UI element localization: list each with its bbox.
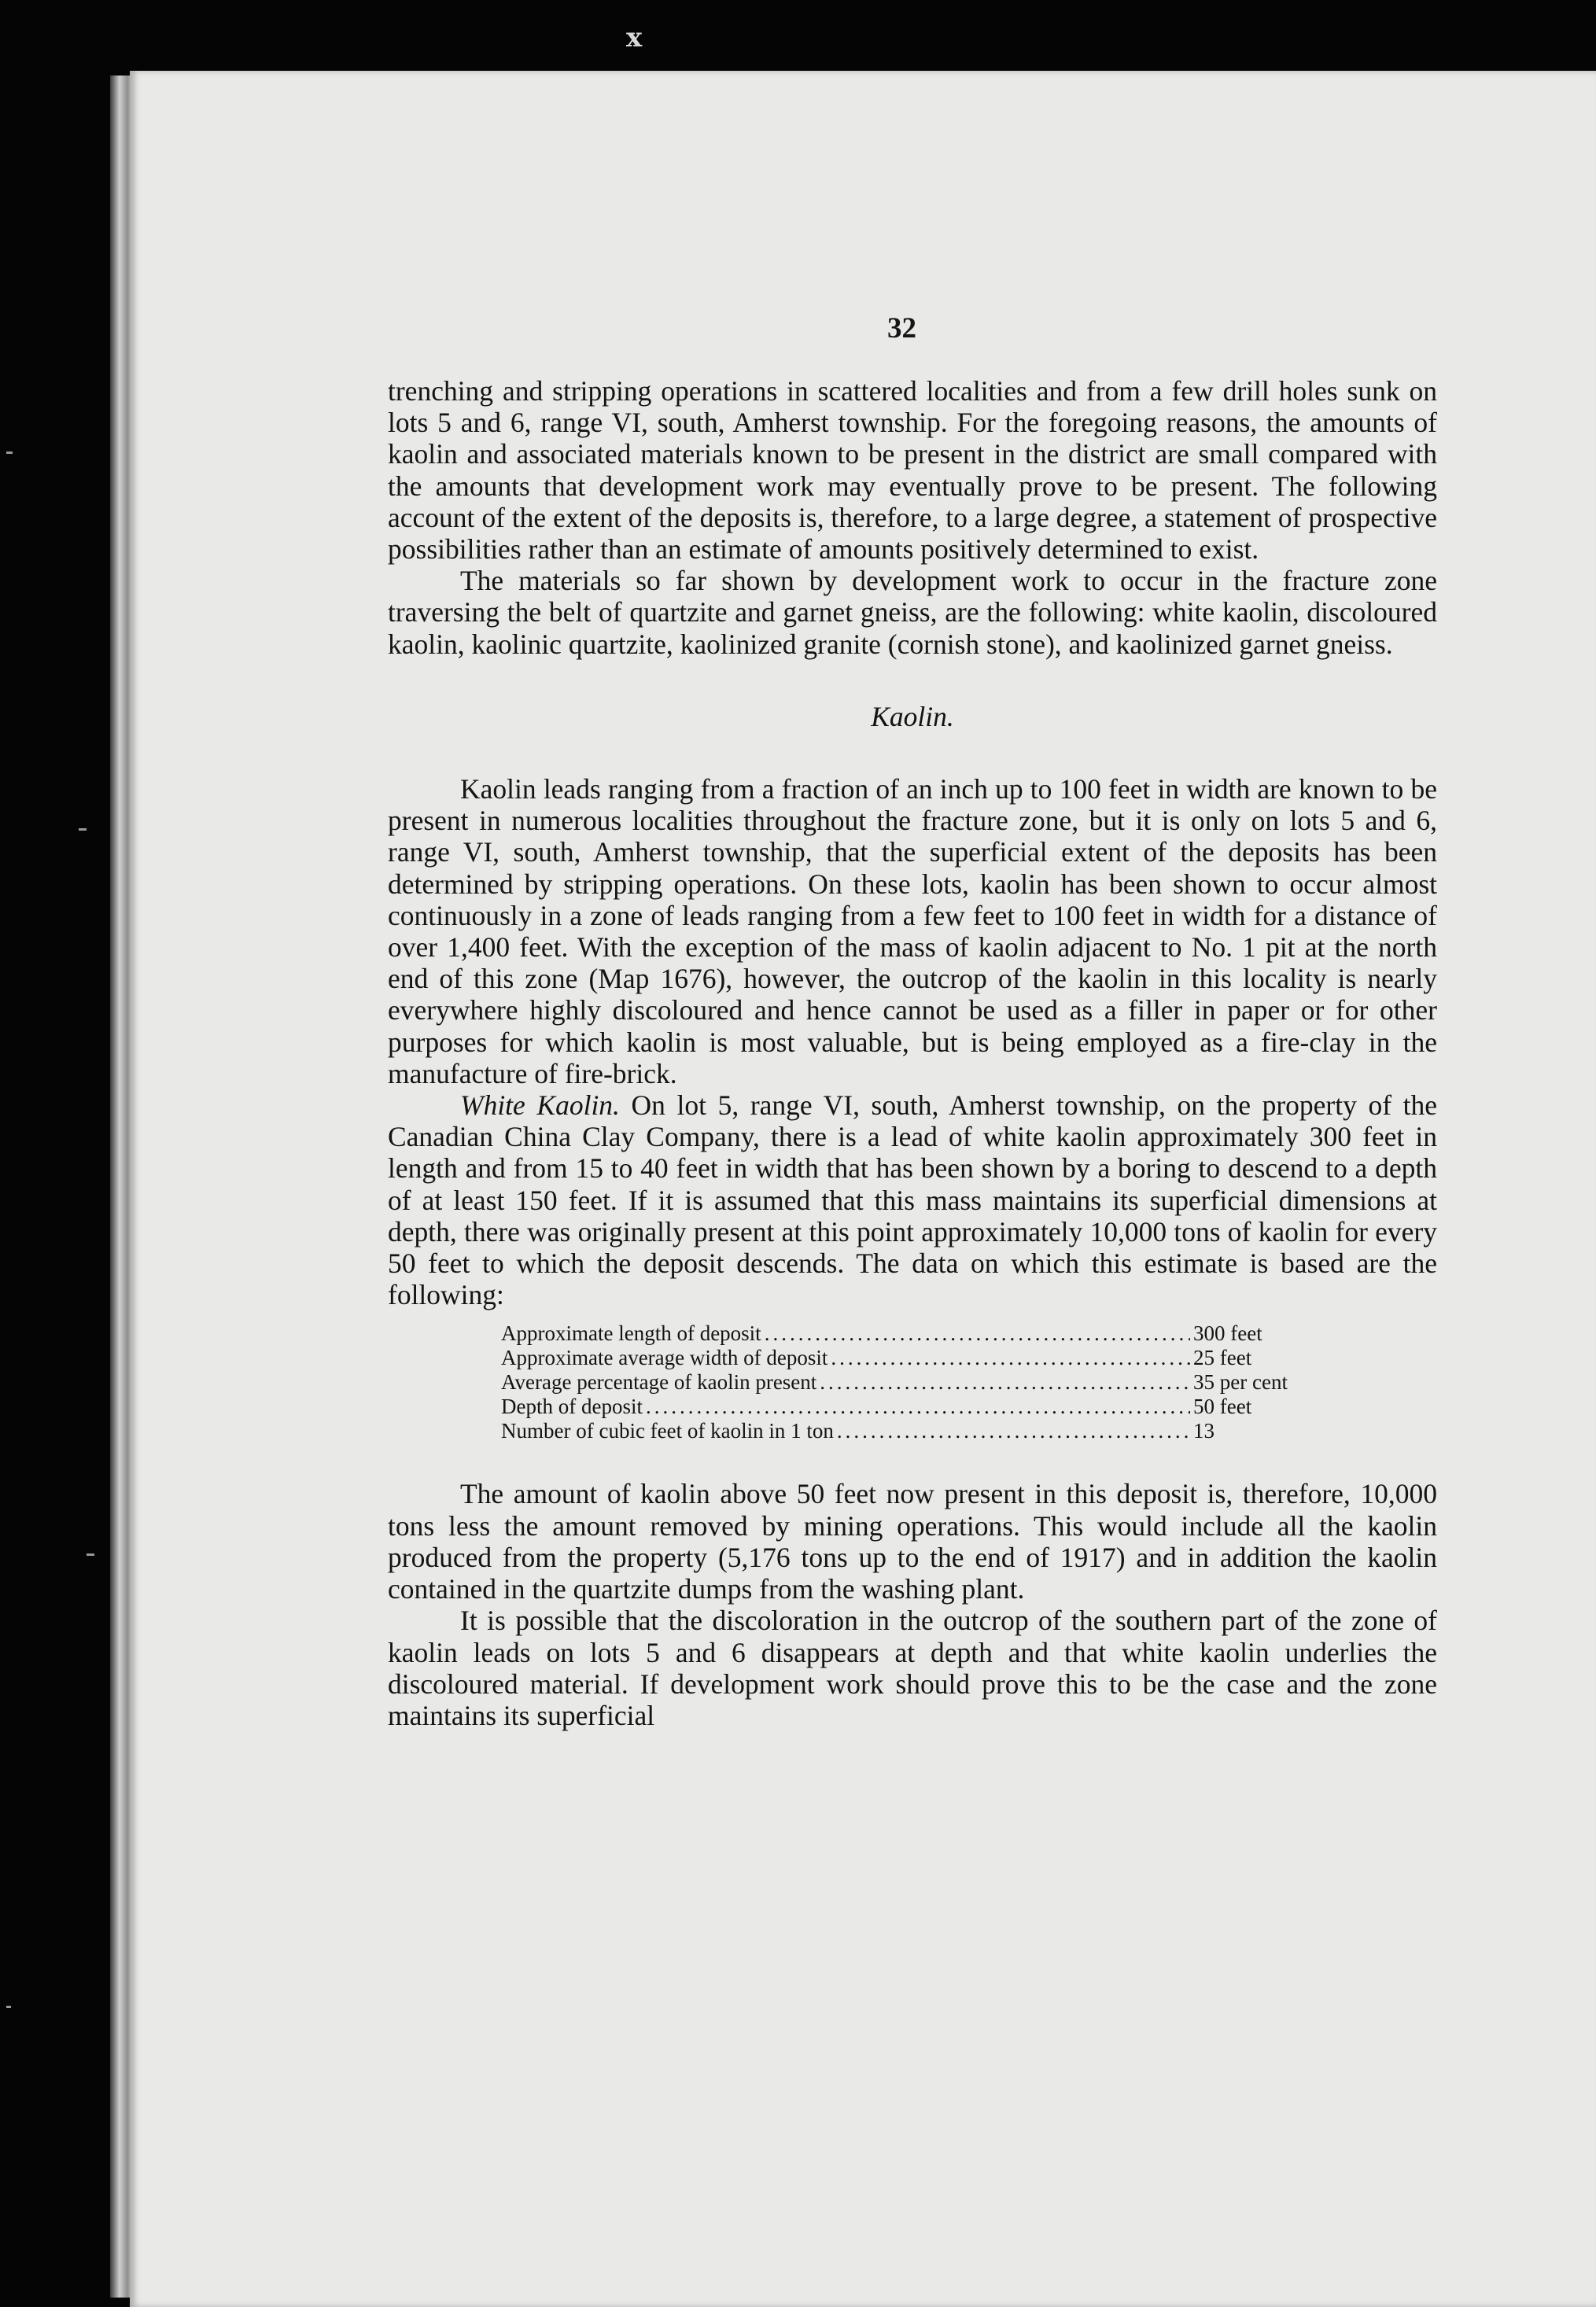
- paragraph: The materials so far shown by development work to occur in the fracture zone traversing the belt of quartzite and garnet gneiss, are the following: white kaolin, discoloured kaolin, kaolinic quartzite, kaolinized granite (cornish stone), and kaolinized garnet gneiss.: [388, 565, 1437, 660]
- leader-dots: [831, 1346, 1190, 1370]
- table-row: [501, 1419, 1303, 1443]
- row-label: Average percentage of kaolin present: [501, 1370, 817, 1395]
- row-label: Number of cubic feet of kaolin in 1 ton: [501, 1419, 834, 1443]
- top-scan-mark: х: [626, 22, 643, 53]
- estimate-data-table: [501, 1321, 1303, 1443]
- leader-dots: [820, 1370, 1190, 1395]
- table-row: [501, 1395, 1303, 1419]
- table-row: [501, 1346, 1303, 1370]
- row-value: 50 feet: [1193, 1395, 1252, 1419]
- row-value: 13: [1193, 1419, 1215, 1443]
- subsection-heading: White Kaolin.: [460, 1089, 620, 1122]
- paragraph: trenching and stripping operations in scattered localities and from a few drill holes sunk on lots 5 and 6, range VI, south, Amherst township. For the foregoing reasons, the amounts of kaolin and associated materials known to be present in the district are small compared with the amounts that development work may eventually prove to be present. The following account of the extent of the deposits is, therefore, to a large degree, a statement of prospective possibilities rather than an estimate of amounts positively determined to exist.: [388, 375, 1437, 566]
- margin-tick: [87, 1553, 94, 1556]
- row-value: 35 per cent: [1193, 1370, 1288, 1395]
- paragraph: It is possible that the discoloration in the outcrop of the southern part of the zone of kaolin leads on lots 5 and 6 disappears at depth and that white kaolin underlies the discoloured material. If development work should prove this to be the case and the zone maintains its superficial: [388, 1605, 1437, 1731]
- leader-dots: [765, 1321, 1190, 1346]
- leader-dots: [646, 1395, 1190, 1419]
- paragraph-text: On lot 5, range VI, south, Amherst township, on the property of the Canadian China Clay Company, there is a lead of white kaolin approximately 300 feet in length and from 15 to 40 feet in width that has been shown by a boring to descend to a depth of at least 150 feet. If it is assumed that this mass maintains its superficial dimensions at depth, there was originally present at this point approximately 10,000 tons of kaolin for every 50 feet to which the deposit descends. The data on which this estimate is based are the following:: [388, 1089, 1437, 1311]
- body-text: [388, 375, 1437, 1731]
- paragraph: [388, 1089, 1437, 1310]
- row-label: Approximate average width of deposit: [501, 1346, 828, 1370]
- page-number: 32: [887, 312, 916, 345]
- margin-tick: [6, 2006, 11, 2008]
- row-value: 300 feet: [1193, 1321, 1262, 1346]
- section-heading: Kaolin.: [871, 700, 954, 732]
- row-label: Depth of deposit: [501, 1395, 643, 1419]
- leader-dots: [837, 1419, 1190, 1443]
- paragraph: Kaolin leads ranging from a fraction of an inch up to 100 feet in width are known to be present in numerous localities throughout the fracture zone, but it is only on lots 5 and 6, range VI, south, Amherst township, that the superficial extent of the deposits has been determined by stripping operations. On these lots, kaolin has been shown to occur almost continuously in a zone of leads ranging from a few feet to 100 feet in width for a distance of over 1,400 feet. With the exception of the mass of kaolin adjacent to No. 1 pit at the north end of this zone (Map 1676), however, the outcrop of the kaolin in this locality is nearly everywhere highly discoloured and hence cannot be used as a filler in paper or for other purposes for which kaolin is most valuable, but is being employed as a fire-clay in the manufacture of fire-brick.: [388, 773, 1437, 1089]
- margin-tick: [6, 451, 13, 454]
- row-value: 25 feet: [1193, 1346, 1252, 1370]
- table-row: [501, 1321, 1303, 1346]
- paragraph: The amount of kaolin above 50 feet now present in this deposit is, therefore, 10,000 tons less the amount removed by mining operations. This would include all the kaolin produced from the property (5,176 tons up to the end of 1917) and in addition the kaolin contained in the quartzite dumps from the washing plant.: [388, 1478, 1437, 1605]
- table-row: [501, 1370, 1303, 1395]
- margin-tick: [79, 828, 87, 831]
- row-label: Approximate length of deposit: [501, 1321, 761, 1346]
